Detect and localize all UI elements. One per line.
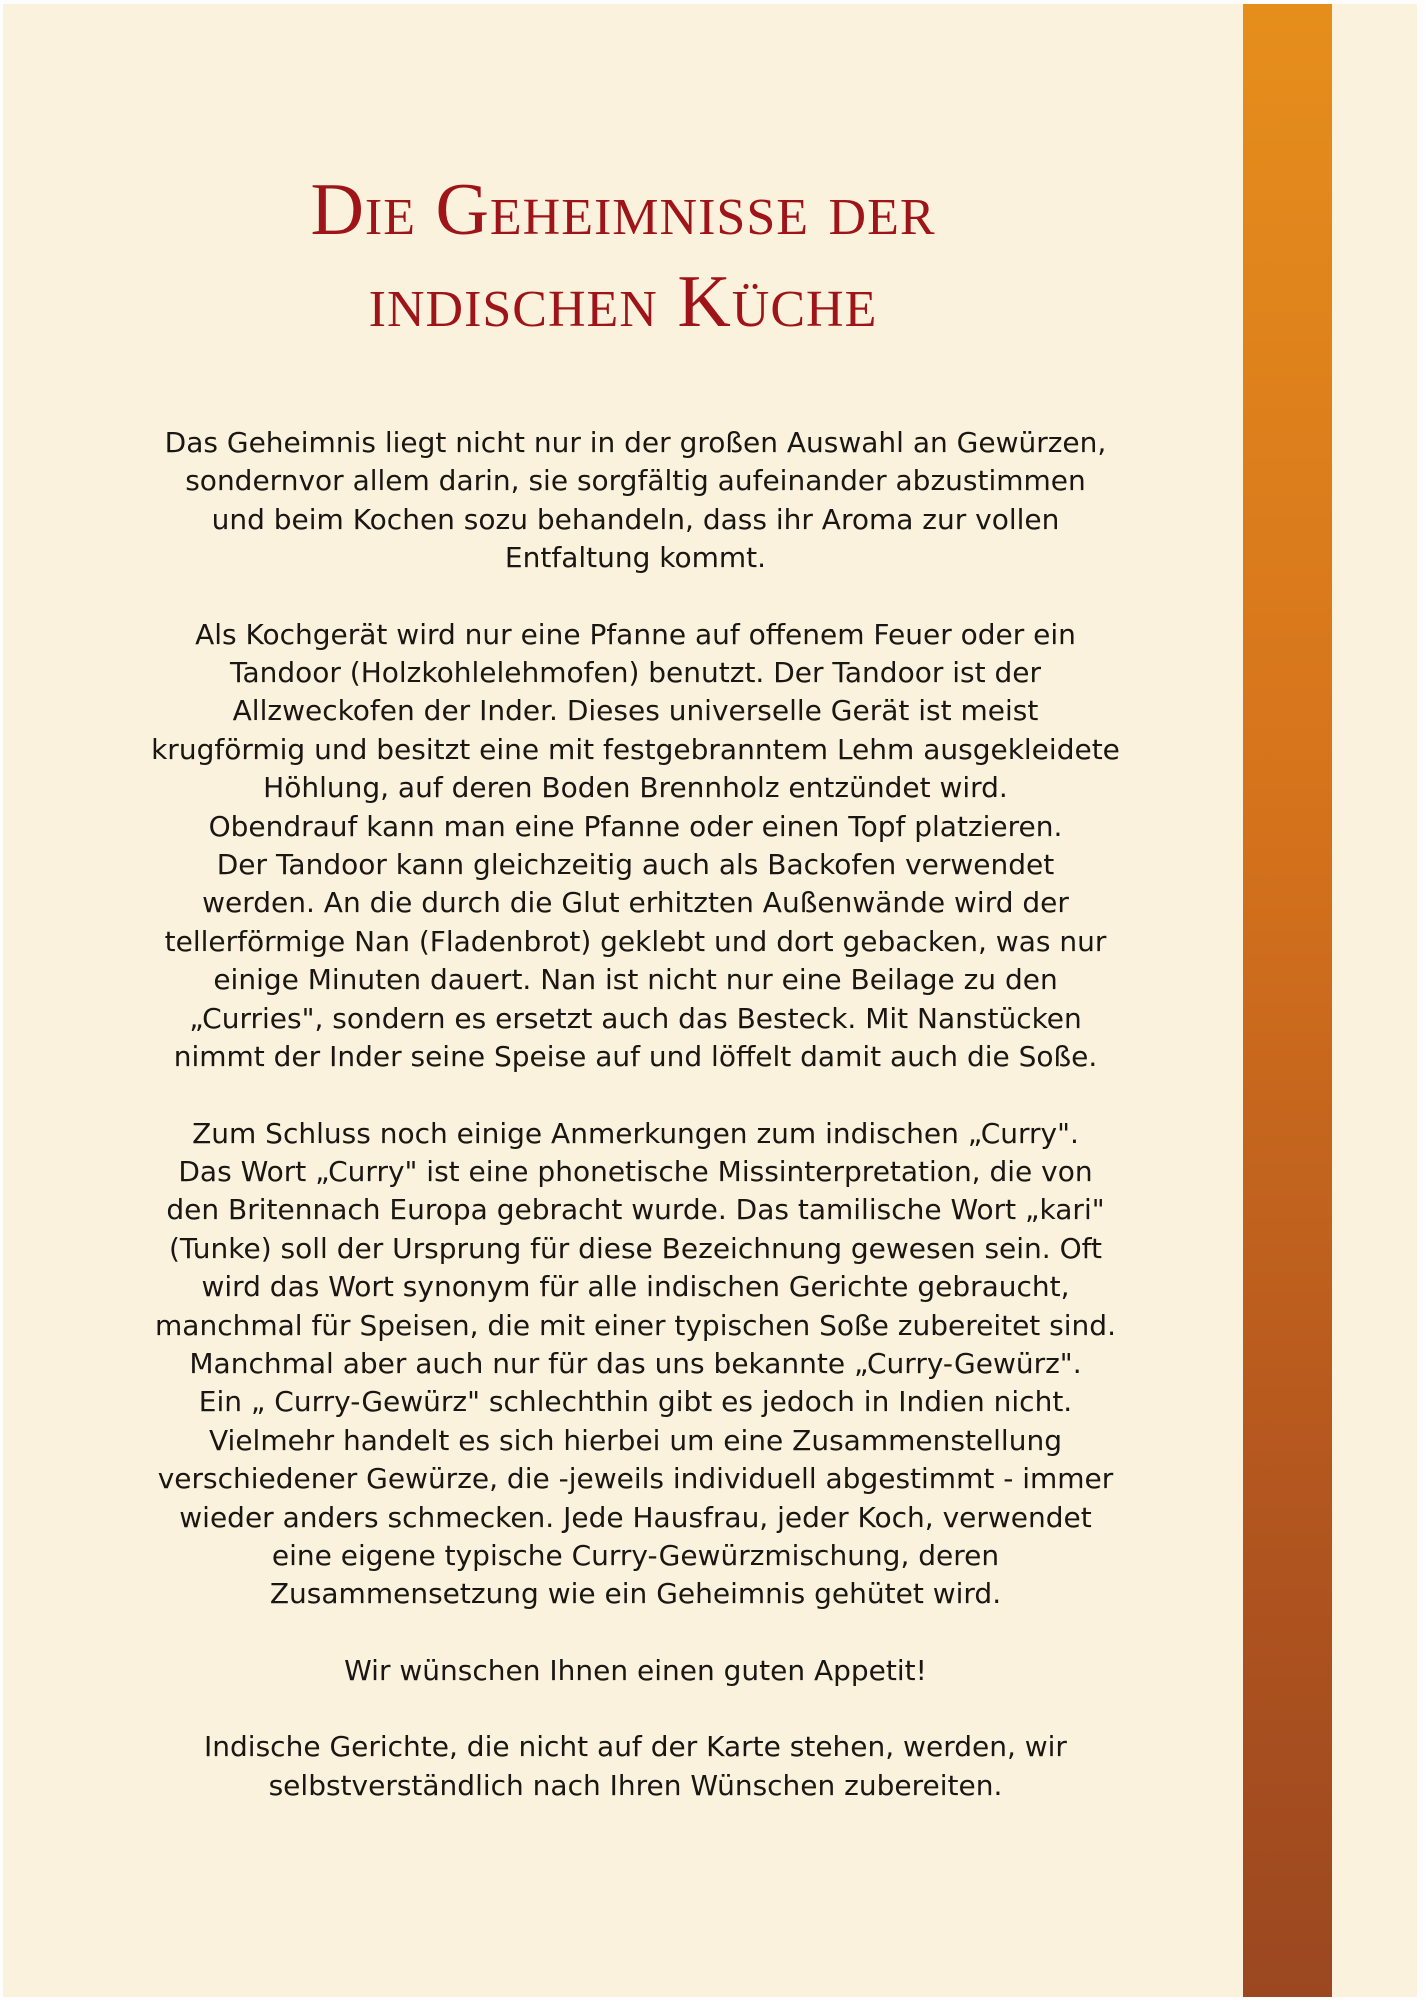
text-line: wird das Wort synonym für alle indischen Gerichte gebraucht, — [201, 1270, 1070, 1304]
body-text — [63, 424, 1208, 1843]
text-line: sondernvor allem darin, sie sorgfältig aufeinander abzustimmen — [185, 464, 1086, 498]
text-line: Höhlung, auf deren Boden Brennholz entzündet wird. — [263, 771, 1008, 805]
text-line: Obendrauf kann man eine Pfanne oder einen Topf platzieren. — [208, 809, 1063, 843]
text-line: Das Wort „Curry" ist eine phonetische Missinterpretation, die von — [178, 1154, 1093, 1188]
text-line: Als Kochgerät wird nur eine Pfanne auf offenem Feuer oder ein — [195, 617, 1076, 651]
paragraph-curry — [63, 1115, 1208, 1614]
title-line-2: indischen Küche — [368, 261, 878, 343]
menu-page — [3, 4, 1417, 1997]
text-line: Zusammensetzung wie ein Geheimnis gehütet wird. — [269, 1577, 1002, 1611]
text-line: selbstverständlich nach Ihren Wünschen zubereiten. — [268, 1768, 1003, 1802]
text-line: den Britennach Europa gebracht wurde. Das tamilische Wort „kari" — [166, 1193, 1105, 1227]
text-line: (Tunke) soll der Ursprung für diese Bezeichnung gewesen sein. Oft — [169, 1231, 1102, 1265]
text-line: Das Geheimnis liegt nicht nur in der großen Auswahl an Gewürzen, — [164, 426, 1107, 459]
text-line: Entfaltung kommt. — [504, 541, 767, 575]
text-line: Vielmehr handelt es sich hierbei um eine Zusammenstellung — [209, 1423, 1062, 1457]
text-line: tellerförmige Nan (Fladenbrot) geklebt und dort gebacken, was nur — [164, 924, 1107, 958]
text-line: Zum Schluss noch einige Anmerkungen zum indischen „Curry". — [192, 1116, 1079, 1150]
text-line: Der Tandoor kann gleichzeitig auch als Backofen verwendet — [216, 848, 1055, 882]
text-line: krugförmig und besitzt eine mit festgebranntem Lehm ausgekleidete — [151, 732, 1120, 766]
text-line: Manchmal aber auch nur für das uns bekannte „Curry-Gewürz". — [189, 1346, 1082, 1380]
text-line: werden. An die durch die Glut erhitzten Außenwände wird der — [202, 886, 1069, 920]
text-line: und beim Kochen sozu behandeln, dass ihr Aroma zur vollen — [211, 502, 1060, 536]
title-line-1: Die Geheimnisse der — [310, 169, 936, 251]
text-line: Allzweckofen der Inder. Dieses universelle Gerät ist meist — [232, 694, 1039, 728]
text-line: Ein „ Curry-Gewürz" schlechthin gibt es jedoch in Indien nicht. — [198, 1385, 1073, 1419]
text-line: Wir wünschen Ihnen einen guten Appetit! — [344, 1653, 927, 1687]
paragraph-spices — [63, 424, 1208, 578]
text-line: „Curries", sondern es ersetzt auch das Besteck. Mit Nanstücken — [189, 1001, 1082, 1035]
text-line: einige Minuten dauert. Nan ist nicht nur eine Beilage zu den — [213, 963, 1058, 997]
text-line: eine eigene typische Curry-Gewürzmischung, deren — [271, 1538, 1000, 1572]
decorative-side-band — [1243, 4, 1332, 1997]
text-line: verschiedener Gewürze, die -jeweils individuell abgestimmt - immer — [157, 1462, 1114, 1496]
paragraph-custom-dishes — [63, 1728, 1208, 1805]
text-line: wieder anders schmecken. Jede Hausfrau, jeder Koch, verwendet — [179, 1500, 1092, 1534]
paragraph-appetit — [63, 1652, 1208, 1690]
text-line: Tandoor (Holzkohlelehmofen) benutzt. Der Tandoor ist der — [229, 656, 1042, 690]
text-line: manchmal für Speisen, die mit einer typischen Soße zubereitet sind. — [155, 1308, 1116, 1342]
page-title — [3, 164, 1243, 348]
paragraph-tandoor — [63, 616, 1208, 1077]
text-line: nimmt der Inder seine Speise auf und löffelt damit auch die Soße. — [173, 1040, 1098, 1074]
text-line: Indische Gerichte, die nicht auf der Karte stehen, werden, wir — [204, 1730, 1067, 1764]
